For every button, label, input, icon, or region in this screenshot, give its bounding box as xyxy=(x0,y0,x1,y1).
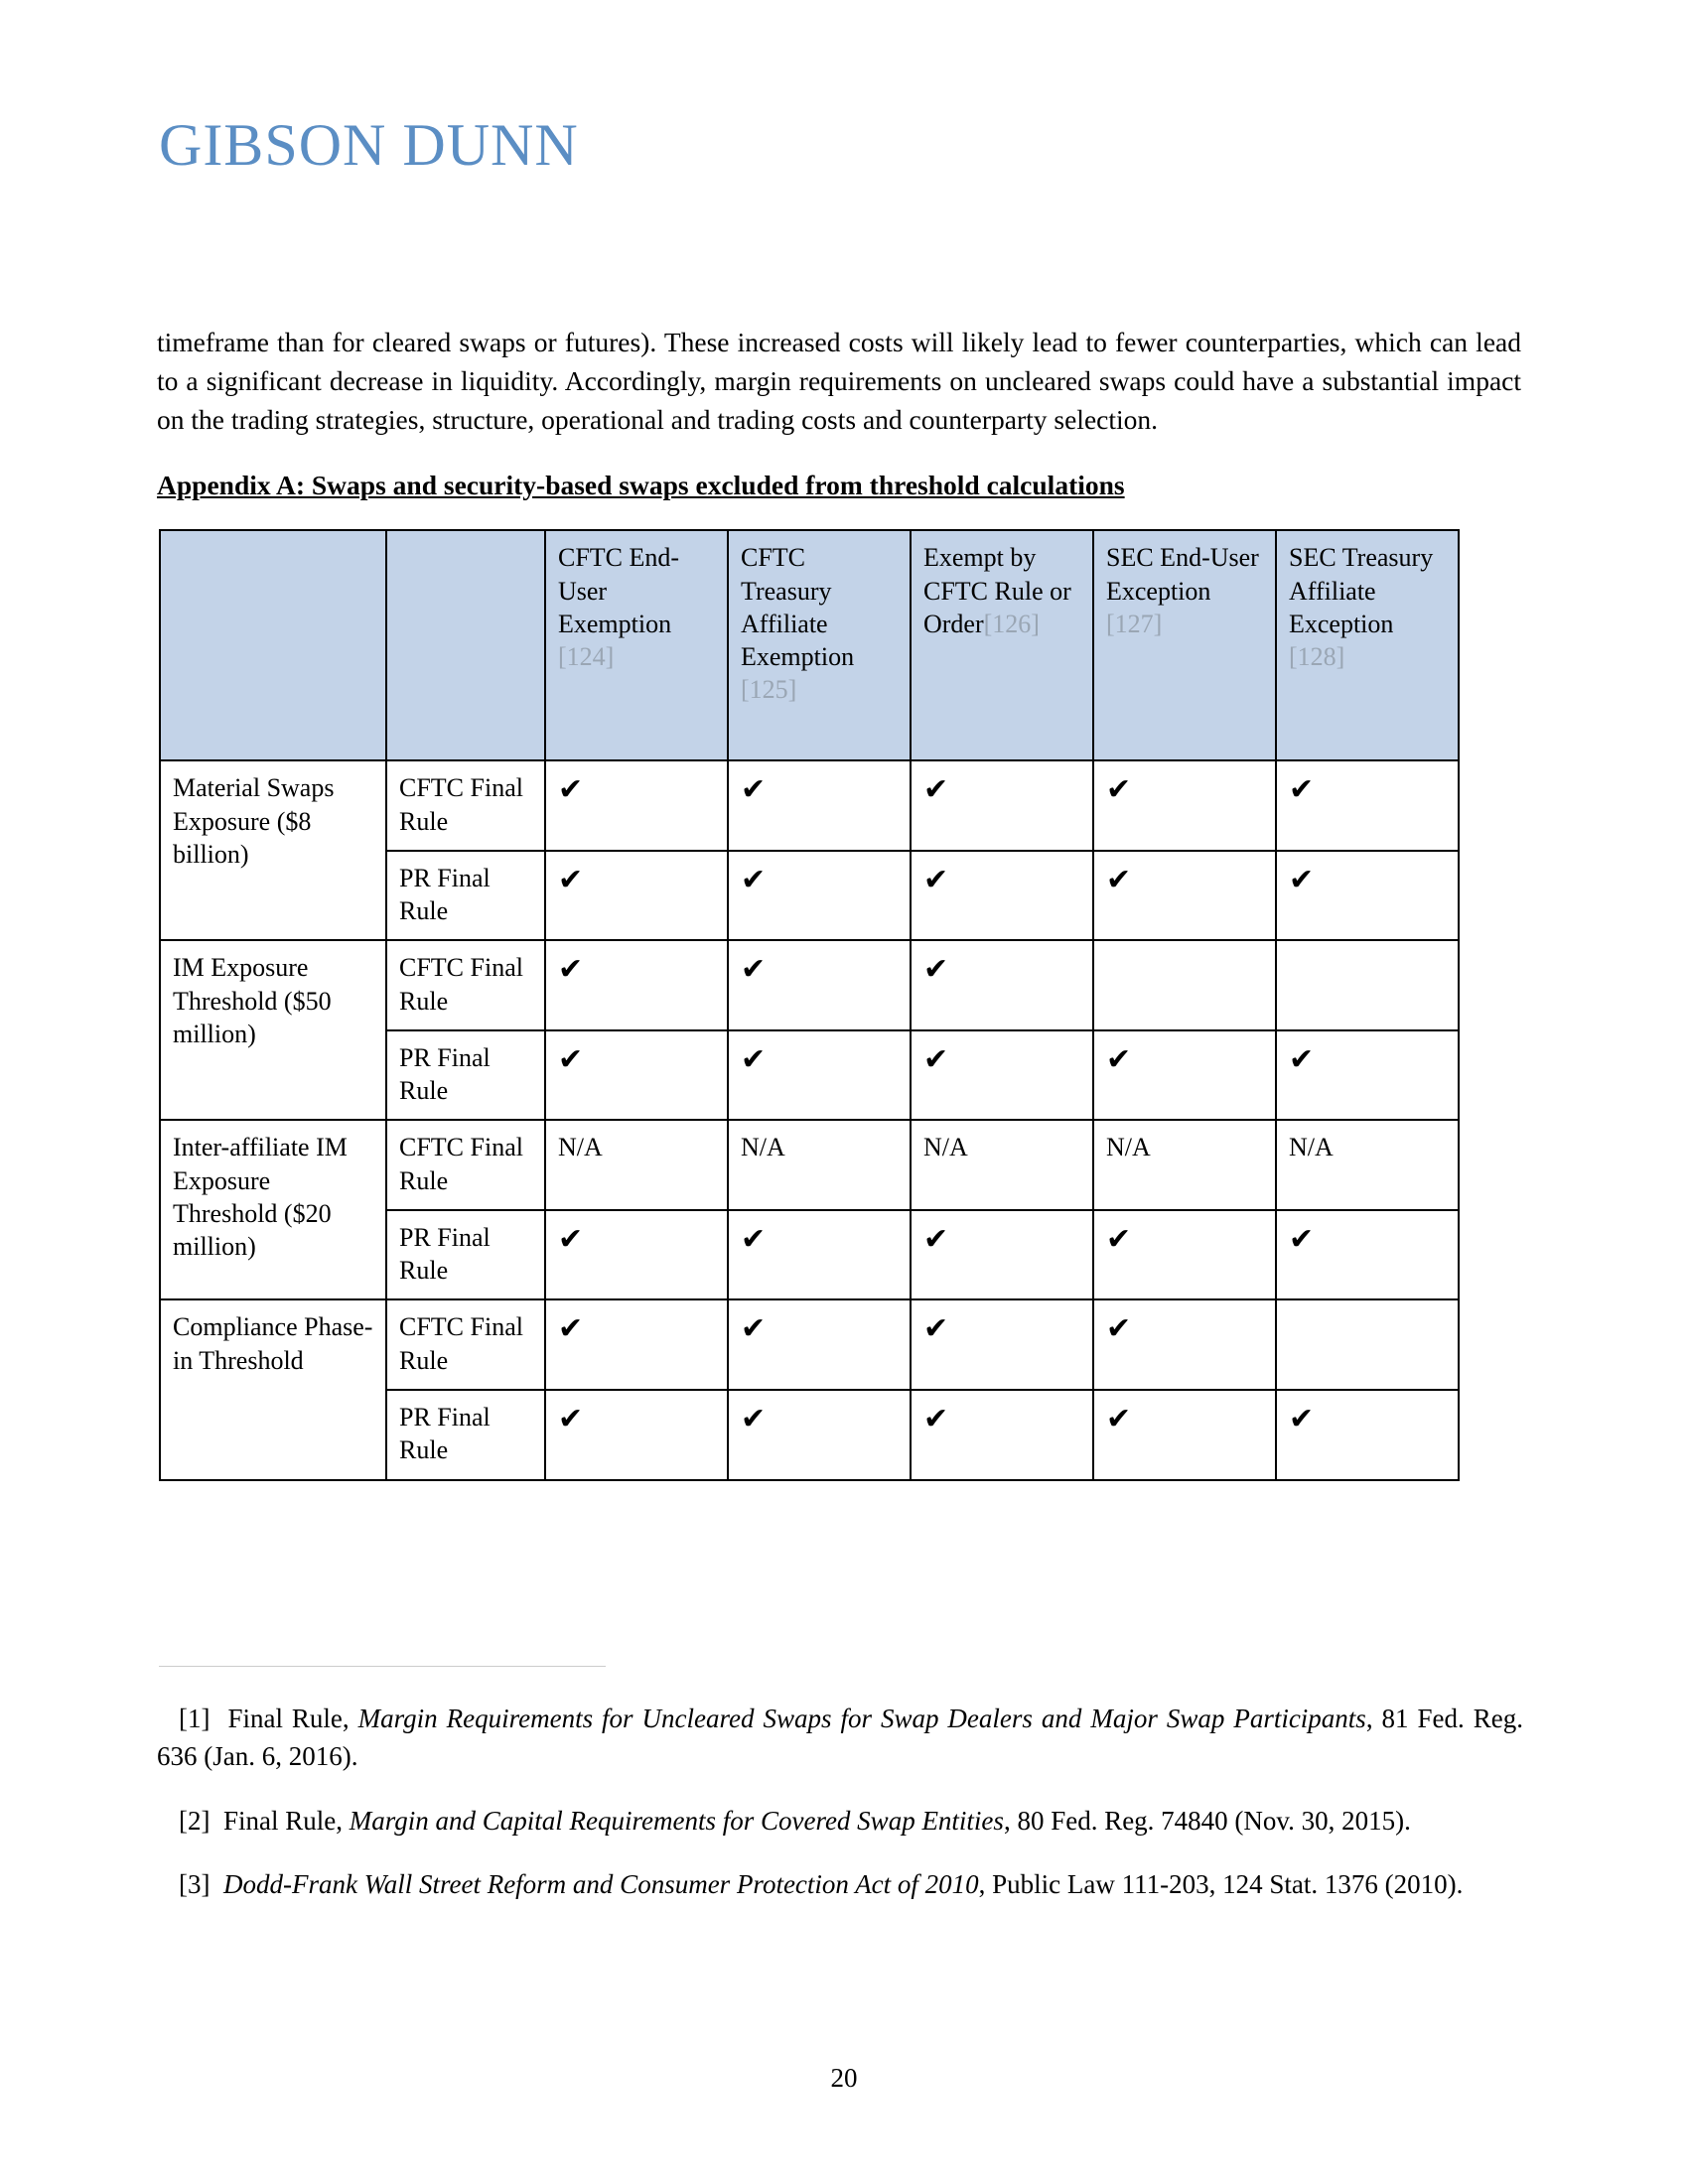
na-value: N/A xyxy=(741,1133,785,1162)
header-label: CFTC Treasury Affiliate Exemption xyxy=(741,543,855,672)
table-header-cftc-treasury-affiliate-exemption xyxy=(728,530,911,760)
check-icon: ✔ xyxy=(1289,1221,1315,1257)
check-icon: ✔ xyxy=(1106,772,1132,808)
check-icon: ✔ xyxy=(1289,1401,1315,1436)
footnote-ref-125: [125] xyxy=(741,675,797,705)
check-icon: ✔ xyxy=(923,1041,949,1077)
check-icon: ✔ xyxy=(923,1221,949,1257)
gibson-dunn-logo: GIBSON DUNN xyxy=(159,112,579,178)
footnote-post-text: , 81 Fed. Reg. 636 (Jan. 6, 2016). xyxy=(157,1704,1523,1772)
row-header-compliance-phase-in-threshold: Compliance Phase-in Threshold xyxy=(160,1299,386,1479)
check-icon: ✔ xyxy=(558,862,584,897)
table-header-row xyxy=(160,530,1459,760)
check-icon: ✔ xyxy=(1106,1401,1132,1436)
footnote-post-text: , 80 Fed. Reg. 74840 (Nov. 30, 2015). xyxy=(1003,1805,1411,1836)
check-icon: ✔ xyxy=(1289,862,1315,897)
header-label: Exempt by CFTC Rule or Order xyxy=(923,543,1071,638)
footnote-pre-text: Final Rule, xyxy=(227,1704,358,1733)
table-header-blank-2 xyxy=(386,530,545,760)
table-row xyxy=(160,940,1459,1030)
na-value: N/A xyxy=(1106,1133,1151,1162)
check-icon: ✔ xyxy=(1106,1041,1132,1077)
row-header-material-swaps-exposure: Material Swaps Exposure ($8 billion) xyxy=(160,760,386,940)
page-number: 20 xyxy=(830,2063,858,2093)
table-row xyxy=(160,1299,1459,1390)
check-icon: ✔ xyxy=(741,1041,767,1077)
footnotes-section xyxy=(157,1700,1523,1929)
rule-label: PR Final Rule xyxy=(386,851,545,941)
check-icon: ✔ xyxy=(923,772,949,808)
header-label: SEC End-User Exception xyxy=(1106,543,1259,606)
rule-label: CFTC Final Rule xyxy=(386,940,545,1030)
table-header-sec-end-user-exception xyxy=(1093,530,1276,760)
header-label: SEC Treasury Affiliate Exception xyxy=(1289,543,1434,638)
table-header-exempt-by-cftc-rule-or-order xyxy=(911,530,1093,760)
appendix-a-heading: Appendix A: Swaps and security-based swaps excluded from threshold calculations xyxy=(157,470,1125,501)
check-icon: ✔ xyxy=(1106,1221,1132,1257)
na-value: N/A xyxy=(1289,1133,1334,1162)
rule-label: PR Final Rule xyxy=(386,1390,545,1480)
footnote-separator xyxy=(159,1666,606,1667)
check-icon: ✔ xyxy=(923,952,949,988)
rule-label: CFTC Final Rule xyxy=(386,1120,545,1210)
footnote-italic-title: Dodd-Frank Wall Street Reform and Consumer Protection Act of 2010 xyxy=(222,1868,979,1899)
check-icon: ✔ xyxy=(741,952,767,988)
table-header-cftc-end-user-exemption xyxy=(545,530,728,760)
footnote-number: [3] xyxy=(179,1868,211,1899)
table-row xyxy=(160,1120,1459,1210)
footnote-ref-124: [124] xyxy=(558,642,615,672)
footnote-2 xyxy=(157,1802,1523,1840)
check-icon: ✔ xyxy=(741,1221,767,1257)
check-icon: ✔ xyxy=(923,1311,949,1347)
footnote-ref-127: [127] xyxy=(1106,609,1163,638)
footnote-number: [1] xyxy=(179,1704,211,1733)
footnote-post-text: , Public Law 111-203, 124 Stat. 1376 (2010). xyxy=(978,1868,1464,1899)
footnote-ref-126: [126] xyxy=(983,609,1040,638)
row-header-inter-affiliate-im-exposure-threshold: Inter-affiliate IM Exposure Threshold ($20 million) xyxy=(160,1120,386,1299)
check-icon: ✔ xyxy=(558,952,584,988)
footnote-ref-128: [128] xyxy=(1289,642,1345,672)
check-icon: ✔ xyxy=(558,772,584,808)
check-icon: ✔ xyxy=(741,772,767,808)
footnote-italic-title: Margin Requirements for Uncleared Swaps for Swap Dealers and Major Swap Participants xyxy=(357,1704,1366,1733)
rule-label: PR Final Rule xyxy=(386,1030,545,1121)
check-icon: ✔ xyxy=(1289,1041,1315,1077)
row-header-im-exposure-threshold: IM Exposure Threshold ($50 million) xyxy=(160,940,386,1120)
table-row xyxy=(160,760,1459,851)
check-icon: ✔ xyxy=(558,1221,584,1257)
check-icon: ✔ xyxy=(923,862,949,897)
check-icon: ✔ xyxy=(741,862,767,897)
appendix-a-table xyxy=(159,529,1460,1480)
check-icon: ✔ xyxy=(558,1311,584,1347)
rule-label: PR Final Rule xyxy=(386,1210,545,1300)
document-body xyxy=(157,323,1521,1481)
footnote-pre-text: Final Rule, xyxy=(222,1805,350,1836)
footnote-italic-title: Margin and Capital Requirements for Covered Swap Entities xyxy=(349,1805,1004,1836)
check-icon: ✔ xyxy=(741,1401,767,1436)
check-icon: ✔ xyxy=(1289,772,1315,808)
footnote-number: [2] xyxy=(179,1805,211,1836)
rule-label: CFTC Final Rule xyxy=(386,1299,545,1390)
rule-label: CFTC Final Rule xyxy=(386,760,545,851)
na-value: N/A xyxy=(558,1133,603,1162)
footnote-1 xyxy=(157,1700,1523,1776)
check-icon: ✔ xyxy=(558,1041,584,1077)
check-icon: ✔ xyxy=(1106,862,1132,897)
check-icon: ✔ xyxy=(1106,1311,1132,1347)
table-header-sec-treasury-affiliate-exception xyxy=(1276,530,1459,760)
footnote-3 xyxy=(157,1865,1523,1903)
check-icon: ✔ xyxy=(923,1401,949,1436)
paragraph-continuation: timeframe than for cleared swaps or futures). These increased costs will likely lead to fewer counterparties, which can lead to a significant decrease in liquidity. Accordingly, margin requirements on uncleared swaps could have a substantial impact on the trading strategies, structure, operational and trading costs and counterparty selection. xyxy=(157,327,1521,436)
na-value: N/A xyxy=(923,1133,968,1162)
check-icon: ✔ xyxy=(558,1401,584,1436)
header-label: CFTC End-User Exemption xyxy=(558,543,680,638)
table-header-blank-1 xyxy=(160,530,386,760)
check-icon: ✔ xyxy=(741,1311,767,1347)
